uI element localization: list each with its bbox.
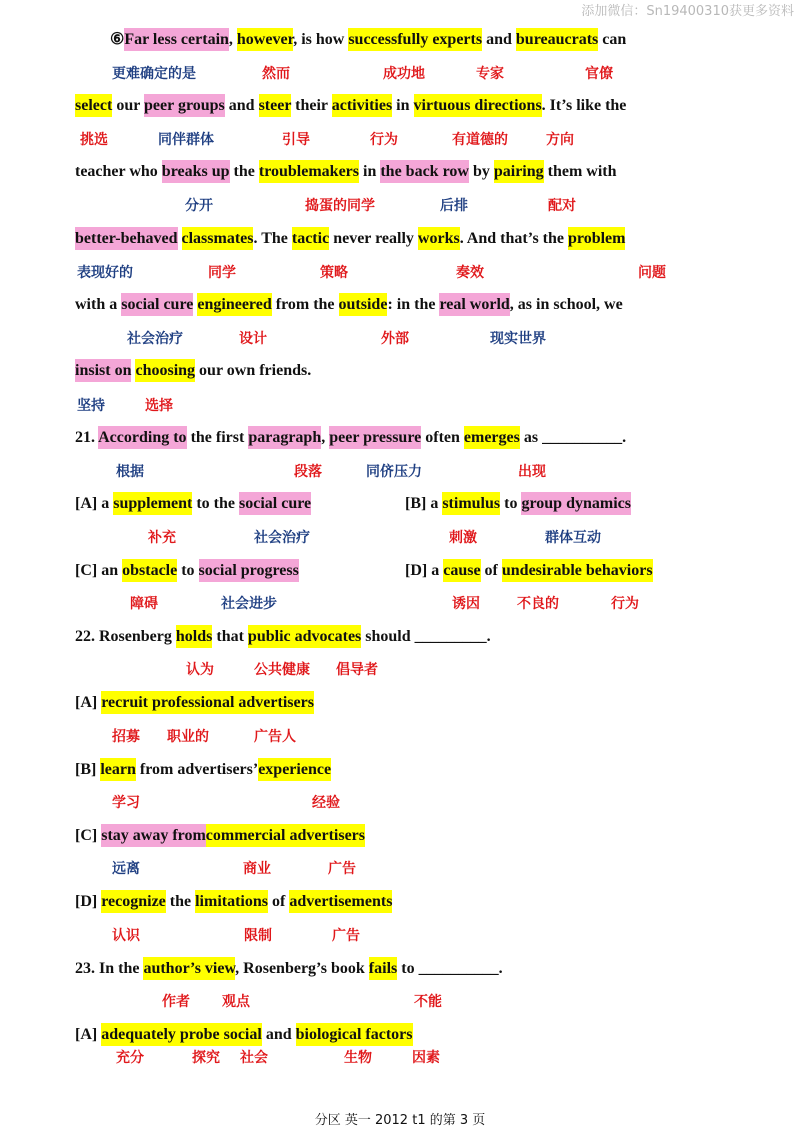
text-line (110, 27, 780, 53)
text-line (75, 93, 780, 119)
chinese-gloss: 认为 (186, 662, 214, 678)
text-line (75, 956, 780, 982)
text-run: to (500, 495, 522, 512)
chinese-gloss: 补充 (148, 530, 176, 546)
text-run (178, 230, 182, 247)
highlighted-phrase: the back row (380, 160, 469, 183)
highlighted-phrase: successfully experts (348, 28, 482, 51)
chinese-gloss: 挑选 (80, 132, 108, 148)
text-run: : in the (387, 296, 440, 313)
chinese-gloss: 经验 (312, 795, 340, 811)
text-run: , (321, 429, 330, 446)
chinese-gloss: 出现 (518, 464, 546, 480)
chinese-gloss: 广告人 (254, 729, 296, 745)
gloss-line (75, 594, 780, 614)
gloss-line (75, 793, 780, 813)
chinese-gloss: 公共健康 (254, 662, 310, 678)
gloss-line (75, 329, 780, 349)
highlighted-phrase: experience (258, 758, 331, 781)
highlighted-phrase: biological factors (296, 1023, 413, 1046)
watermark: 添加微信：Sn19400310获更多资料 (581, 4, 794, 19)
text-line (75, 226, 780, 252)
text-run: of (268, 893, 290, 910)
highlighted-phrase: activities (332, 94, 392, 117)
chinese-gloss: 更难确定的是 (112, 66, 196, 82)
chinese-gloss: 方向 (546, 132, 574, 148)
text-run: 23. In the (75, 960, 144, 977)
highlighted-phrase: classmates (182, 227, 254, 250)
text-line (75, 159, 780, 185)
highlighted-phrase: select (75, 94, 112, 117)
text-run: , is how (293, 31, 349, 48)
text-run: [D] (75, 893, 102, 910)
chinese-gloss: 专家 (476, 66, 504, 82)
page-footer: 分区 英一 2012 t1 的第 3 页 (314, 1113, 486, 1128)
chinese-gloss: 同伴群体 (158, 132, 214, 148)
gloss-line (75, 462, 780, 482)
chinese-gloss: 行为 (370, 132, 398, 148)
chinese-gloss: 障碍 (130, 596, 158, 612)
highlighted-phrase: group dynamics (521, 492, 631, 515)
chinese-gloss: 探究 (192, 1050, 220, 1066)
text-run: [D] a (405, 562, 444, 579)
chinese-gloss: 现实世界 (490, 331, 546, 347)
highlighted-phrase: fails (369, 957, 397, 980)
gloss-line (75, 727, 780, 747)
chinese-gloss: 同侪压力 (366, 464, 422, 480)
text-run: by (468, 163, 494, 180)
chinese-gloss: 分开 (185, 198, 213, 214)
text-run: and (224, 97, 259, 114)
chinese-gloss: 外部 (381, 331, 409, 347)
text-run: [A] (75, 694, 102, 711)
highlighted-phrase: advertisements (289, 890, 392, 913)
text-run: and (261, 1026, 296, 1043)
text-run: in (392, 97, 414, 114)
text-run: to __________. (397, 960, 503, 977)
highlighted-phrase: tactic (292, 227, 329, 250)
text-run: our own friends. (195, 362, 312, 379)
chinese-gloss: 表现好的 (77, 265, 133, 281)
highlighted-phrase: recruit professional advertisers (101, 691, 314, 714)
text-line (75, 823, 780, 849)
highlighted-phrase: obstacle (122, 559, 177, 582)
text-run: often (421, 429, 464, 446)
highlighted-phrase: stay away from (101, 824, 206, 847)
text-line (75, 558, 780, 584)
text-run: from advertisers’ (135, 761, 259, 778)
highlighted-phrase: breaks up (162, 160, 230, 183)
text-line (75, 491, 780, 517)
chinese-gloss: 生物 (344, 1050, 372, 1066)
chinese-gloss: 社会治疗 (127, 331, 183, 347)
highlighted-phrase: supplement (113, 492, 192, 515)
chinese-gloss: 职业的 (167, 729, 209, 745)
chinese-gloss: 不良的 (517, 596, 559, 612)
highlighted-phrase: engineered (197, 293, 271, 316)
text-run: can (598, 31, 627, 48)
chinese-gloss: 社会治疗 (254, 530, 310, 546)
chinese-gloss: 观点 (222, 994, 250, 1010)
option-left (75, 491, 311, 517)
text-run: with a (75, 296, 122, 313)
gloss-line (75, 130, 780, 150)
text-line (75, 425, 780, 451)
chinese-gloss: 官僚 (585, 66, 613, 82)
highlighted-phrase: adequately probe social (101, 1023, 262, 1046)
highlighted-phrase: problem (568, 227, 625, 250)
chinese-gloss: 问题 (638, 265, 666, 281)
chinese-gloss: 诱因 (452, 596, 480, 612)
highlighted-phrase: peer pressure (329, 426, 421, 449)
chinese-gloss: 商业 (243, 861, 271, 877)
highlighted-phrase: social cure (239, 492, 311, 515)
text-run: teacher who (75, 163, 162, 180)
chinese-gloss: 引导 (282, 132, 310, 148)
text-run: . The (253, 230, 292, 247)
text-run: , Rosenberg’s book (235, 960, 369, 977)
chinese-gloss: 充分 (116, 1050, 144, 1066)
highlighted-phrase: choosing (135, 359, 195, 382)
highlighted-phrase: however (237, 28, 293, 51)
chinese-gloss: 坚持 (77, 398, 105, 414)
chinese-gloss: 社会进步 (221, 596, 277, 612)
highlighted-phrase: better-behaved (75, 227, 178, 250)
text-line (75, 358, 780, 384)
text-run: of (480, 562, 502, 579)
chinese-gloss: 招募 (112, 729, 140, 745)
chinese-gloss: 成功地 (383, 66, 425, 82)
highlighted-phrase: bureaucrats (516, 28, 598, 51)
text-run: . It’s like the (541, 97, 627, 114)
highlighted-phrase: pairing (494, 160, 544, 183)
chinese-gloss: 同学 (208, 265, 236, 281)
chinese-gloss: 捣蛋的同学 (305, 198, 375, 214)
chinese-gloss: 然而 (262, 66, 290, 82)
chinese-gloss: 学习 (112, 795, 140, 811)
highlighted-phrase: real world (439, 293, 509, 316)
chinese-gloss: 后排 (440, 198, 468, 214)
text-run: from the (271, 296, 339, 313)
highlighted-phrase: According to (98, 426, 186, 449)
highlighted-phrase: stimulus (442, 492, 500, 515)
text-run: should _________. (361, 628, 491, 645)
text-line (75, 690, 780, 716)
highlighted-phrase: holds (176, 625, 212, 648)
highlighted-phrase: social cure (121, 293, 193, 316)
text-run: . And that’s the (459, 230, 568, 247)
text-run: [C] (75, 827, 102, 844)
highlighted-phrase: troublemakers (259, 160, 359, 183)
gloss-line (75, 1048, 780, 1068)
text-run: to the (192, 495, 239, 512)
highlighted-phrase: social progress (199, 559, 299, 582)
chinese-gloss: 策略 (320, 265, 348, 281)
gloss-line (75, 992, 780, 1012)
gloss-line (75, 64, 780, 84)
text-run: never really (329, 230, 418, 247)
highlighted-phrase: insist on (75, 359, 131, 382)
text-line (75, 292, 780, 318)
text-run: their (291, 97, 332, 114)
text-run: , (228, 31, 237, 48)
highlighted-phrase: virtuous directions (414, 94, 542, 117)
highlighted-phrase: peer groups (144, 94, 225, 117)
chinese-gloss: 段落 (294, 464, 322, 480)
highlighted-phrase: Far less certain (124, 28, 229, 51)
highlighted-phrase: learn (100, 758, 136, 781)
text-run: ⑥ (110, 31, 125, 48)
text-run: in (359, 163, 381, 180)
highlighted-phrase: emerges (464, 426, 520, 449)
text-run: the (165, 893, 196, 910)
text-run: the first (186, 429, 249, 446)
highlighted-phrase: recognize (101, 890, 166, 913)
text-run: [B] a (405, 495, 443, 512)
chinese-gloss: 因素 (412, 1050, 440, 1066)
option-right (405, 558, 653, 584)
highlighted-phrase: public advocates (248, 625, 361, 648)
text-run: as __________. (519, 429, 627, 446)
chinese-gloss: 认识 (112, 928, 140, 944)
text-run: that (212, 628, 248, 645)
gloss-line (75, 859, 780, 879)
chinese-gloss: 社会 (240, 1050, 268, 1066)
gloss-line (75, 263, 780, 283)
text-line (75, 1022, 780, 1048)
chinese-gloss: 倡导者 (336, 662, 378, 678)
chinese-gloss: 有道德的 (452, 132, 508, 148)
chinese-gloss: 刺激 (449, 530, 477, 546)
gloss-line (75, 660, 780, 680)
chinese-gloss: 远离 (112, 861, 140, 877)
chinese-gloss: 广告 (332, 928, 360, 944)
highlighted-phrase: limitations (195, 890, 268, 913)
chinese-gloss: 配对 (548, 198, 576, 214)
chinese-gloss: 作者 (162, 994, 190, 1010)
chinese-gloss: 根据 (116, 464, 144, 480)
gloss-line (75, 196, 780, 216)
chinese-gloss: 设计 (239, 331, 267, 347)
text-run: , as in school, we (509, 296, 623, 313)
highlighted-phrase: steer (259, 94, 292, 117)
chinese-gloss: 限制 (244, 928, 272, 944)
text-run: them with (543, 163, 617, 180)
highlighted-phrase: undesirable behaviors (502, 559, 653, 582)
text-run: to (177, 562, 199, 579)
chinese-gloss: 选择 (145, 398, 173, 414)
chinese-gloss: 行为 (611, 596, 639, 612)
highlighted-phrase: paragraph (248, 426, 321, 449)
text-run: 22. Rosenberg (75, 628, 176, 645)
highlighted-phrase: cause (443, 559, 480, 582)
text-line (75, 889, 780, 915)
text-line (75, 757, 780, 783)
chinese-gloss: 广告 (328, 861, 356, 877)
chinese-gloss: 群体互动 (545, 530, 601, 546)
chinese-gloss: 奏效 (456, 265, 484, 281)
text-run: [C] an (75, 562, 123, 579)
text-run: our (112, 97, 145, 114)
text-line (75, 624, 780, 650)
text-run: 21. (75, 429, 99, 446)
text-run: the (229, 163, 259, 180)
highlighted-phrase: works (418, 227, 460, 250)
text-run: and (482, 31, 516, 48)
option-right (405, 491, 631, 517)
gloss-line (75, 528, 780, 548)
chinese-gloss: 不能 (414, 994, 442, 1010)
gloss-line (75, 926, 780, 946)
text-run: [B] (75, 761, 101, 778)
highlighted-phrase: outside (339, 293, 388, 316)
highlighted-phrase: author’s view (143, 957, 235, 980)
text-run: [A] (75, 1026, 102, 1043)
gloss-line (75, 396, 780, 416)
highlighted-phrase: commercial advertisers (206, 824, 365, 847)
text-run: [A] a (75, 495, 114, 512)
option-left (75, 558, 299, 584)
